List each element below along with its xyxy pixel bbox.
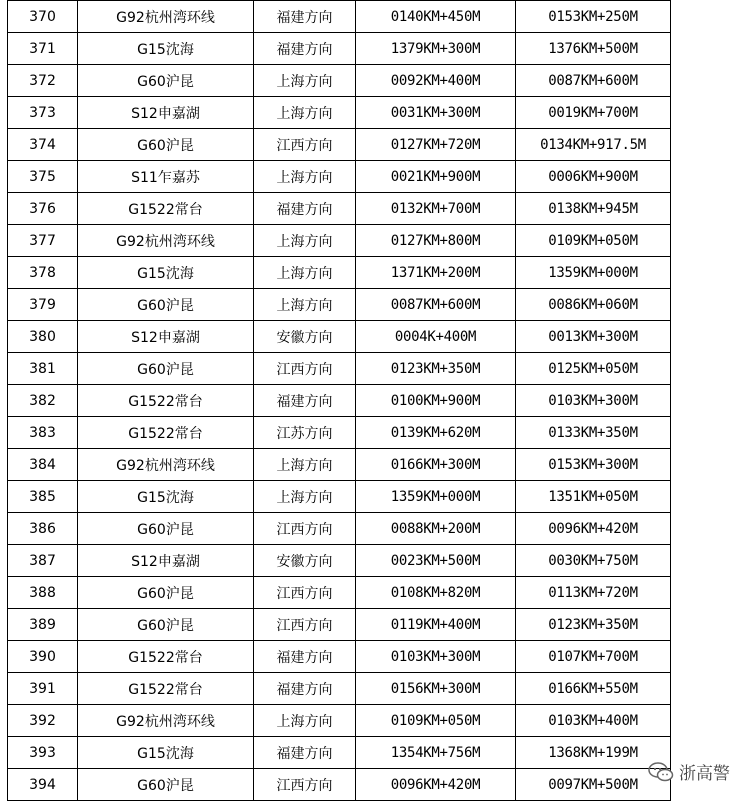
- road-name-cell: G92杭州湾环线: [78, 705, 254, 737]
- direction-cell: 福建方向: [254, 737, 356, 769]
- row-number-cell: 377: [8, 225, 78, 257]
- road-name-cell: S12申嘉湖: [78, 321, 254, 353]
- road-name-cell: S11乍嘉苏: [78, 161, 254, 193]
- end-stake-cell: 0138KM+945M: [516, 193, 671, 225]
- watermark-text: 浙高警: [679, 764, 730, 784]
- row-number-cell: 387: [8, 545, 78, 577]
- table-row: [8, 129, 671, 161]
- row-number-cell: 381: [8, 353, 78, 385]
- end-stake-cell: 0097KM+500M: [516, 769, 671, 801]
- row-number-cell: 374: [8, 129, 78, 161]
- start-stake-cell: 0166KM+300M: [356, 449, 516, 481]
- row-number-cell: 382: [8, 385, 78, 417]
- direction-cell: 上海方向: [254, 161, 356, 193]
- road-name-cell: G15沈海: [78, 33, 254, 65]
- start-stake-cell: 0108KM+820M: [356, 577, 516, 609]
- row-number-cell: 373: [8, 97, 78, 129]
- road-name-cell: G60沪昆: [78, 609, 254, 641]
- direction-cell: 福建方向: [254, 1, 356, 33]
- row-number-cell: 388: [8, 577, 78, 609]
- end-stake-cell: 1368KM+199M: [516, 737, 671, 769]
- table-row: [8, 65, 671, 97]
- row-number-cell: 385: [8, 481, 78, 513]
- table-row: [8, 257, 671, 289]
- start-stake-cell: 0140KM+450M: [356, 1, 516, 33]
- direction-cell: 福建方向: [254, 385, 356, 417]
- road-name-cell: S12申嘉湖: [78, 97, 254, 129]
- start-stake-cell: 1371KM+200M: [356, 257, 516, 289]
- row-number-cell: 390: [8, 641, 78, 673]
- direction-cell: 上海方向: [254, 225, 356, 257]
- end-stake-cell: 1351KM+050M: [516, 481, 671, 513]
- direction-cell: 江西方向: [254, 769, 356, 801]
- road-name-cell: S12申嘉湖: [78, 545, 254, 577]
- direction-cell: 福建方向: [254, 673, 356, 705]
- table-row: [8, 481, 671, 513]
- row-number-cell: 383: [8, 417, 78, 449]
- direction-cell: 上海方向: [254, 257, 356, 289]
- table-row: [8, 609, 671, 641]
- end-stake-cell: 0096KM+420M: [516, 513, 671, 545]
- row-number-cell: 393: [8, 737, 78, 769]
- direction-cell: 福建方向: [254, 33, 356, 65]
- direction-cell: 上海方向: [254, 65, 356, 97]
- direction-cell: 福建方向: [254, 193, 356, 225]
- road-name-cell: G60沪昆: [78, 577, 254, 609]
- end-stake-cell: 0113KM+720M: [516, 577, 671, 609]
- row-number-cell: 384: [8, 449, 78, 481]
- start-stake-cell: 0127KM+720M: [356, 129, 516, 161]
- start-stake-cell: 0096KM+420M: [356, 769, 516, 801]
- direction-cell: 江西方向: [254, 577, 356, 609]
- start-stake-cell: 0123KM+350M: [356, 353, 516, 385]
- direction-cell: 江苏方向: [254, 417, 356, 449]
- road-name-cell: G60沪昆: [78, 513, 254, 545]
- start-stake-cell: 0103KM+300M: [356, 641, 516, 673]
- road-name-cell: G1522常台: [78, 673, 254, 705]
- direction-cell: 上海方向: [254, 449, 356, 481]
- road-name-cell: G1522常台: [78, 193, 254, 225]
- direction-cell: 福建方向: [254, 641, 356, 673]
- direction-cell: 上海方向: [254, 97, 356, 129]
- row-number-cell: 379: [8, 289, 78, 321]
- end-stake-cell: 0134KM+917.5M: [516, 129, 671, 161]
- end-stake-cell: 0153KM+250M: [516, 1, 671, 33]
- watermark: [647, 759, 730, 784]
- direction-cell: 安徽方向: [254, 545, 356, 577]
- end-stake-cell: 0013KM+300M: [516, 321, 671, 353]
- end-stake-cell: 0087KM+600M: [516, 65, 671, 97]
- road-name-cell: G1522常台: [78, 417, 254, 449]
- start-stake-cell: 0132KM+700M: [356, 193, 516, 225]
- table-row: [8, 449, 671, 481]
- start-stake-cell: 1379KM+300M: [356, 33, 516, 65]
- table-row: [8, 673, 671, 705]
- end-stake-cell: 0006KM+900M: [516, 161, 671, 193]
- road-name-cell: G60沪昆: [78, 353, 254, 385]
- end-stake-cell: 0019KM+700M: [516, 97, 671, 129]
- wechat-icon: [647, 761, 675, 783]
- start-stake-cell: 0100KM+900M: [356, 385, 516, 417]
- table-row: [8, 545, 671, 577]
- row-number-cell: 372: [8, 65, 78, 97]
- table-row: [8, 705, 671, 737]
- end-stake-cell: 0086KM+060M: [516, 289, 671, 321]
- end-stake-cell: 0103KM+400M: [516, 705, 671, 737]
- start-stake-cell: 0092KM+400M: [356, 65, 516, 97]
- row-number-cell: 389: [8, 609, 78, 641]
- road-name-cell: G15沈海: [78, 481, 254, 513]
- table-row: [8, 577, 671, 609]
- row-number-cell: 380: [8, 321, 78, 353]
- start-stake-cell: 0087KM+600M: [356, 289, 516, 321]
- start-stake-cell: 1354KM+756M: [356, 737, 516, 769]
- road-section-table: [7, 0, 671, 801]
- direction-cell: 江西方向: [254, 353, 356, 385]
- table-row: [8, 225, 671, 257]
- table-row: [8, 417, 671, 449]
- road-name-cell: G60沪昆: [78, 769, 254, 801]
- table-row: [8, 193, 671, 225]
- table-row: [8, 737, 671, 769]
- start-stake-cell: 0109KM+050M: [356, 705, 516, 737]
- table-row: [8, 1, 671, 33]
- row-number-cell: 378: [8, 257, 78, 289]
- end-stake-cell: 0166KM+550M: [516, 673, 671, 705]
- direction-cell: 江西方向: [254, 513, 356, 545]
- end-stake-cell: 0123KM+350M: [516, 609, 671, 641]
- table-row: [8, 161, 671, 193]
- row-number-cell: 371: [8, 33, 78, 65]
- end-stake-cell: 0030KM+750M: [516, 545, 671, 577]
- table-row: [8, 321, 671, 353]
- end-stake-cell: 0103KM+300M: [516, 385, 671, 417]
- row-number-cell: 392: [8, 705, 78, 737]
- table-row: [8, 641, 671, 673]
- row-number-cell: 394: [8, 769, 78, 801]
- table-row: [8, 769, 671, 801]
- table-row: [8, 33, 671, 65]
- end-stake-cell: 1359KM+000M: [516, 257, 671, 289]
- direction-cell: 上海方向: [254, 289, 356, 321]
- start-stake-cell: 0127KM+800M: [356, 225, 516, 257]
- end-stake-cell: 0153KM+300M: [516, 449, 671, 481]
- start-stake-cell: 1359KM+000M: [356, 481, 516, 513]
- start-stake-cell: 0023KM+500M: [356, 545, 516, 577]
- end-stake-cell: 0133KM+350M: [516, 417, 671, 449]
- start-stake-cell: 0119KM+400M: [356, 609, 516, 641]
- table-row: [8, 289, 671, 321]
- start-stake-cell: 0088KM+200M: [356, 513, 516, 545]
- table-row: [8, 97, 671, 129]
- direction-cell: 江西方向: [254, 129, 356, 161]
- end-stake-cell: 0125KM+050M: [516, 353, 671, 385]
- road-name-cell: G15沈海: [78, 257, 254, 289]
- direction-cell: 上海方向: [254, 481, 356, 513]
- start-stake-cell: 0031KM+300M: [356, 97, 516, 129]
- direction-cell: 上海方向: [254, 705, 356, 737]
- table-body: [8, 1, 671, 801]
- row-number-cell: 375: [8, 161, 78, 193]
- road-name-cell: G60沪昆: [78, 65, 254, 97]
- road-name-cell: G15沈海: [78, 737, 254, 769]
- start-stake-cell: 0139KM+620M: [356, 417, 516, 449]
- road-name-cell: G92杭州湾环线: [78, 449, 254, 481]
- row-number-cell: 391: [8, 673, 78, 705]
- row-number-cell: 376: [8, 193, 78, 225]
- start-stake-cell: 0156KM+300M: [356, 673, 516, 705]
- road-name-cell: G92杭州湾环线: [78, 225, 254, 257]
- table-row: [8, 385, 671, 417]
- direction-cell: 安徽方向: [254, 321, 356, 353]
- road-name-cell: G1522常台: [78, 385, 254, 417]
- row-number-cell: 386: [8, 513, 78, 545]
- start-stake-cell: 0004K+400M: [356, 321, 516, 353]
- direction-cell: 江西方向: [254, 609, 356, 641]
- table-row: [8, 513, 671, 545]
- road-name-cell: G1522常台: [78, 641, 254, 673]
- table-row: [8, 353, 671, 385]
- road-name-cell: G60沪昆: [78, 289, 254, 321]
- end-stake-cell: 0107KM+700M: [516, 641, 671, 673]
- row-number-cell: 370: [8, 1, 78, 33]
- start-stake-cell: 0021KM+900M: [356, 161, 516, 193]
- end-stake-cell: 1376KM+500M: [516, 33, 671, 65]
- end-stake-cell: 0109KM+050M: [516, 225, 671, 257]
- road-name-cell: G92杭州湾环线: [78, 1, 254, 33]
- road-name-cell: G60沪昆: [78, 129, 254, 161]
